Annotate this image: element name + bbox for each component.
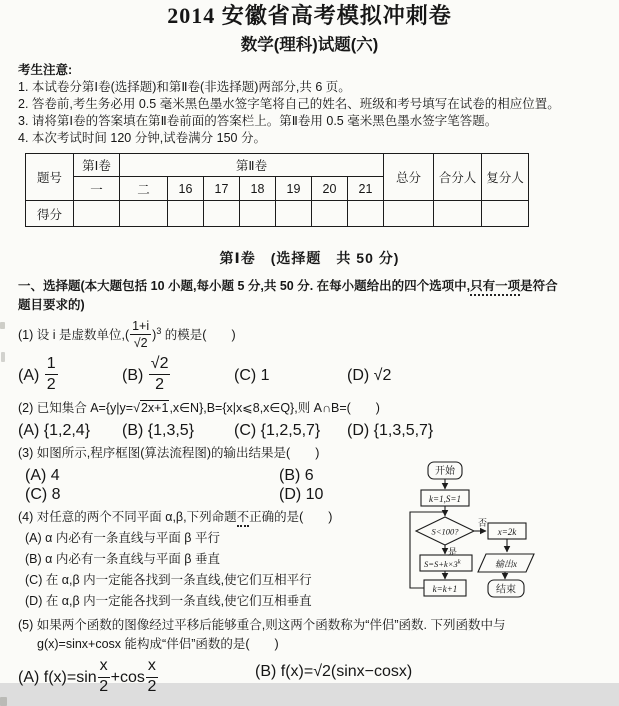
q5-text-line1: (5) 如果两个函数的图像经过平移后能够重合,则这两个函数称为“伴侣”函数. 下列函数中与: [18, 618, 506, 633]
score-cell: [482, 201, 529, 227]
score-row-header: 得分: [26, 201, 74, 227]
notice-item-1: 1. 本试卷分第Ⅰ卷(选择题)和第Ⅱ卷(非选择题)两部分,共 6 页。: [18, 80, 351, 94]
loop-connector: [410, 512, 443, 588]
notice-item-4: 4. 本次考试时间 120 分钟,试卷满分 150 分。: [18, 131, 266, 145]
question-1-options: [18, 354, 619, 395]
score-cell: [240, 201, 276, 227]
instructions-emphasis: 只有一项: [470, 279, 520, 296]
question-2-options: [18, 421, 619, 440]
q1-fraction: [130, 320, 151, 350]
question-5-stem: [18, 616, 609, 654]
question-1-stem: [18, 320, 609, 351]
checker-header: 复分人: [482, 154, 529, 201]
score-cell: [384, 201, 434, 227]
score-cell: [434, 201, 482, 227]
option-a: (A) {1,2,4}: [18, 422, 91, 440]
scan-artifact: [0, 697, 7, 706]
fraction-denominator: 2: [155, 375, 165, 393]
fraction-numerator: x: [146, 658, 158, 677]
decision-label: S<100?: [431, 526, 459, 537]
question-4-option-b: (B) α 内必有一条直线与平面 β 垂直: [25, 552, 220, 567]
fraction-denominator: 2: [99, 678, 109, 696]
instructions-text: 一、选择题(本大题包括 10 小题,每小题 5 分,共 50 分. 在每小题给出的四个选项中,: [18, 279, 471, 293]
page-title: 2014 安徽省高考模拟冲刺卷: [167, 3, 452, 28]
notice-item-2: 2. 答卷前,考生务必用 0.5 毫米黑色墨水签字笔将自己的姓名、班级和考号填写在试卷的相应位置。: [18, 97, 560, 111]
option-c: (C) 8: [25, 486, 61, 504]
question-3-stem: (3) 如图所示,程序框图(算法流程图)的输出结果是( ): [18, 446, 320, 461]
init-label: k=1,S=1: [429, 494, 461, 504]
option-a-text: +cos: [110, 669, 145, 687]
score-cell: [312, 201, 348, 227]
accumulate-label: S=S+k×3: [424, 559, 458, 569]
option-a: (A) 4: [25, 467, 60, 485]
score-cell: [120, 201, 168, 227]
q1-text: ): [152, 328, 157, 342]
col-header: 18: [240, 177, 276, 201]
question-4-option-c: (C) 在 α,β 内一定能各找到一条直线,使它们互相平行: [25, 573, 312, 588]
col-header: 21: [348, 177, 384, 201]
start-label: 开始: [435, 466, 455, 477]
scan-artifact: [0, 322, 5, 329]
q5-text-line2: g(x)=sinx+cosx 能构成“伴侣”函数的是( ): [37, 637, 279, 652]
option-a: [18, 659, 255, 697]
option-d: (D) √2: [347, 366, 392, 384]
col-header: 一: [74, 177, 120, 201]
question-5-options: [18, 659, 619, 697]
score-cell: [204, 201, 240, 227]
fraction-numerator: √2: [149, 356, 171, 375]
fraction-numerator: 1+i: [130, 320, 151, 336]
notice-item-3: 3. 请将第Ⅰ卷的答案填在第Ⅱ卷前面的答案栏上。第Ⅱ卷用 0.5 毫米黑色墨水签字笔答题。: [18, 114, 498, 128]
score-cell: [348, 201, 384, 227]
col-header: 17: [204, 177, 240, 201]
part1-header: 第Ⅰ卷: [74, 154, 120, 177]
branch-label: x=2k: [497, 527, 517, 537]
yes-label: 是: [448, 547, 458, 557]
option-a: [18, 354, 122, 395]
q2-text: ,x∈N},B={x|x⩽8,x∈Q},则 A∩B=( ): [169, 401, 380, 416]
option-b: (B) 6: [279, 467, 314, 485]
score-cell: [168, 201, 204, 227]
fraction-denominator: 2: [147, 678, 157, 696]
part2-header: 第Ⅱ卷: [120, 154, 384, 177]
flowchart-svg: [398, 458, 573, 608]
question-3-options: [25, 466, 403, 504]
notice-heading: 考生注意:: [18, 63, 73, 77]
option-b: (B) {1,3,5}: [122, 422, 195, 440]
algorithm-flowchart: [398, 458, 573, 613]
option-d: (D) {1,3,5,7}: [347, 422, 434, 440]
instructions-text: 是符合: [520, 279, 558, 293]
end-label: 结束: [496, 584, 516, 596]
question-2-stem: [18, 399, 609, 418]
option-c: (C) {1,2,5,7}: [234, 422, 321, 440]
option-a-fraction-1: [98, 658, 110, 696]
q2-text: (2) 已知集合 A={y|y=: [18, 401, 134, 416]
accumulate-exponent: k: [457, 558, 461, 566]
exponent: 3: [156, 325, 162, 336]
q1-text: 的模是( ): [161, 328, 236, 342]
svg-text:S=S+k×3k: [424, 559, 461, 570]
q4-emphasis: 不: [237, 510, 250, 527]
option-a-text: (A) f(x)=sin: [18, 669, 97, 687]
score-table: [25, 153, 529, 227]
option-b: (B) f(x)=√2(sinx−cosx): [255, 663, 413, 681]
fraction-numerator: 1: [45, 356, 58, 375]
section-1-instructions: [18, 277, 603, 314]
option-a-fraction: [45, 356, 58, 394]
col-header: 二: [120, 177, 168, 201]
score-table-corner: 题号: [26, 154, 74, 201]
radical-sign: √: [133, 401, 140, 416]
no-label: 否: [478, 518, 488, 528]
scan-artifact: [1, 352, 5, 362]
radicand: 2x+1: [140, 401, 169, 416]
col-header: 19: [276, 177, 312, 201]
sqrt-expression: [133, 400, 169, 415]
option-a-fraction-2: [146, 658, 158, 696]
option-c: (C) 1: [234, 366, 270, 384]
option-b: [122, 354, 234, 395]
option-label: (B): [122, 366, 148, 384]
fraction-denominator: 2: [46, 375, 56, 393]
adder-header: 合分人: [434, 154, 482, 201]
section-1-title: 第Ⅰ卷 (选择题 共 50 分): [219, 250, 400, 266]
option-b-fraction: [149, 356, 171, 394]
option-label: (A): [18, 366, 44, 384]
q4-text: 正确的是( ): [249, 510, 333, 525]
page-subtitle: 数学(理科)试题(六): [240, 36, 379, 54]
q4-text: (4) 对任意的两个不同平面 α,β,下列命题: [18, 510, 237, 525]
fraction-denominator: √2: [133, 335, 148, 350]
increment-label: k=k+1: [432, 584, 458, 594]
instructions-text-line2: 题目要求的): [18, 297, 85, 312]
col-header: 20: [312, 177, 348, 201]
option-d: (D) 10: [279, 486, 324, 504]
output-label: 输出x: [495, 559, 517, 569]
score-cell: [276, 201, 312, 227]
col-header: 16: [168, 177, 204, 201]
fraction-numerator: x: [98, 658, 110, 677]
question-4-option-d: (D) 在 α,β 内一定能各找到一条直线,使它们互相垂直: [25, 594, 312, 609]
question-4-option-a: (A) α 内必有一条直线与平面 β 平行: [25, 531, 220, 546]
q1-text: (1) 设 i 是虚数单位,(: [18, 328, 130, 342]
score-cell: [74, 201, 120, 227]
total-header: 总分: [384, 154, 434, 201]
